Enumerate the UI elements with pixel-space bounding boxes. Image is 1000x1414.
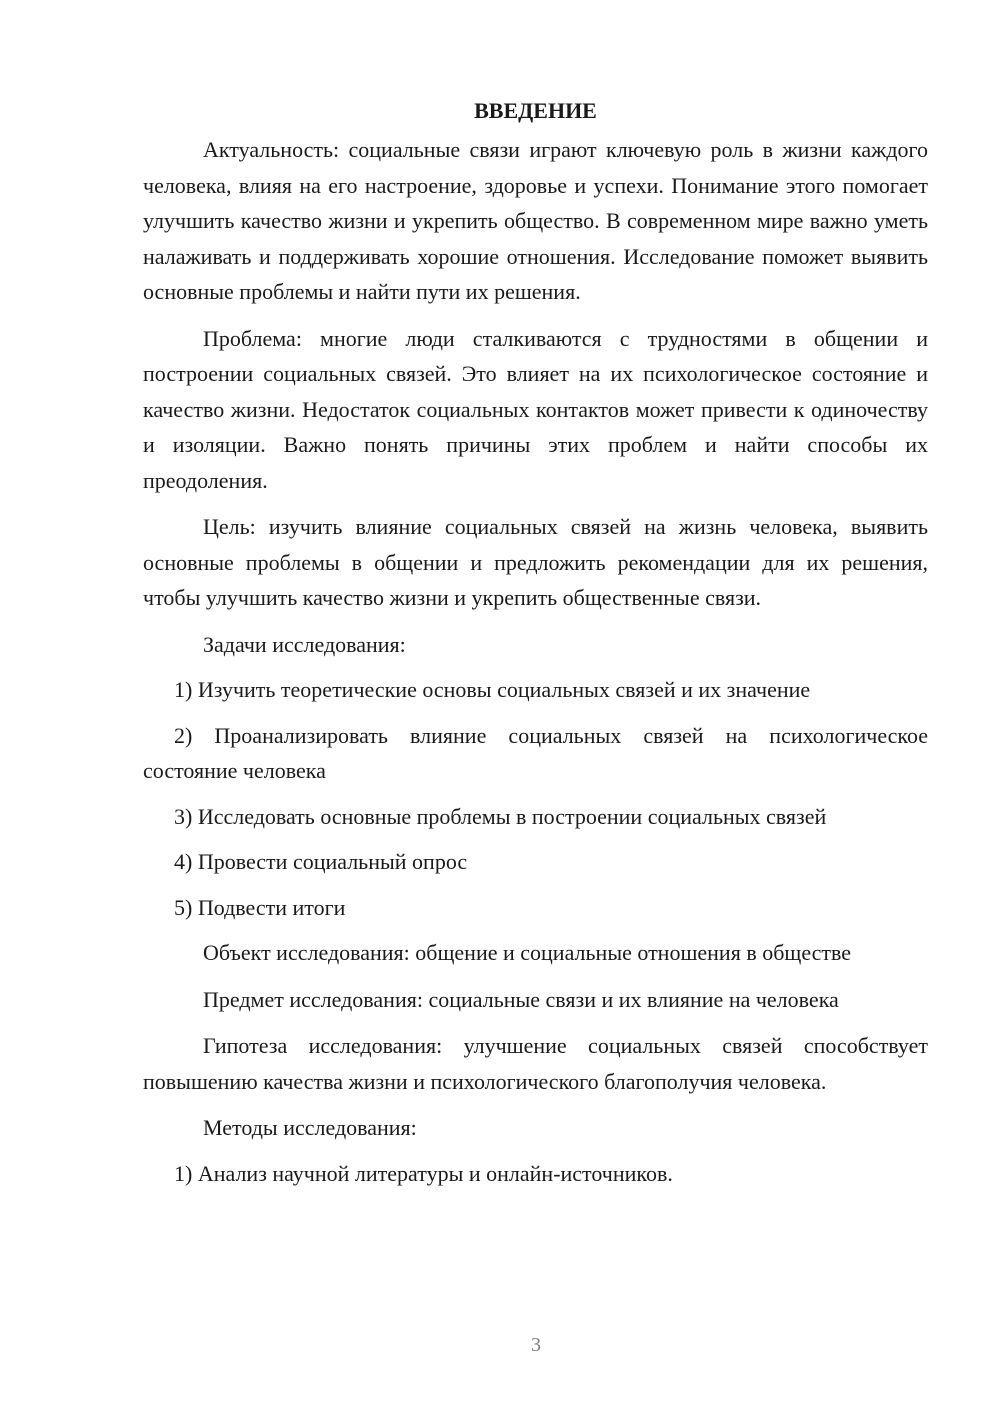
document-page xyxy=(143,96,928,1201)
task-item: 3) Исследовать основные проблемы в построении социальных связей xyxy=(174,803,827,829)
task-item: 4) Провести социальный опрос xyxy=(174,849,468,874)
methods-heading: Методы исследования: xyxy=(203,1115,417,1140)
task-item: 5) Подвести итоги xyxy=(174,894,346,920)
task-item: 2) Проанализировать влияние социальных связей на психологическое состояние человека xyxy=(143,722,928,783)
page-title: ВВЕДЕНИЕ xyxy=(474,98,597,123)
goal-paragraph: Цель: изучить влияние социальных связей на жизнь человека, выявить основные проблемы в общении и предложить рекомендации для их решения, чтобы улучшить качество жизни и укрепить общественные связи. xyxy=(143,514,928,610)
task-item: 1) Изучить теоретические основы социальных связей и их значение xyxy=(174,677,811,702)
hypothesis-paragraph: Гипотеза исследования: улучшение социальных связей способствует повышению качества жизни и психологического благополучия человека. xyxy=(143,1033,928,1094)
problem-paragraph: Проблема: многие люди сталкиваются с трудностями в общении и построении социальных связей. Это влияет на их психологическое состояние и качество жизни. Недостаток социальных контактов может привести к одиночеству и изоляции. Важно понять причины этих проблем и найти способы их преодоления. xyxy=(143,325,928,493)
subject-paragraph: Предмет исследования: социальные связи и их влияние на человека xyxy=(203,986,839,1012)
page-number: 3 xyxy=(531,1334,541,1356)
object-paragraph: Объект исследования: общение и социальные отношения в обществе xyxy=(203,940,852,965)
method-item: 1) Анализ научной литературы и онлайн-источников. xyxy=(174,1160,673,1186)
tasks-heading: Задачи исследования: xyxy=(203,631,406,657)
relevance-paragraph: Актуальность: социальные связи играют ключевую роль в жизни каждого человека, влияя на его настроение, здоровье и успехи. Понимание этого помогает улучшить качество жизни и укрепить общество. В современном мире важно уметь налаживать и поддерживать хорошие отношения. Исследование поможет выявить основные проблемы и найти пути их решения. xyxy=(143,137,928,304)
